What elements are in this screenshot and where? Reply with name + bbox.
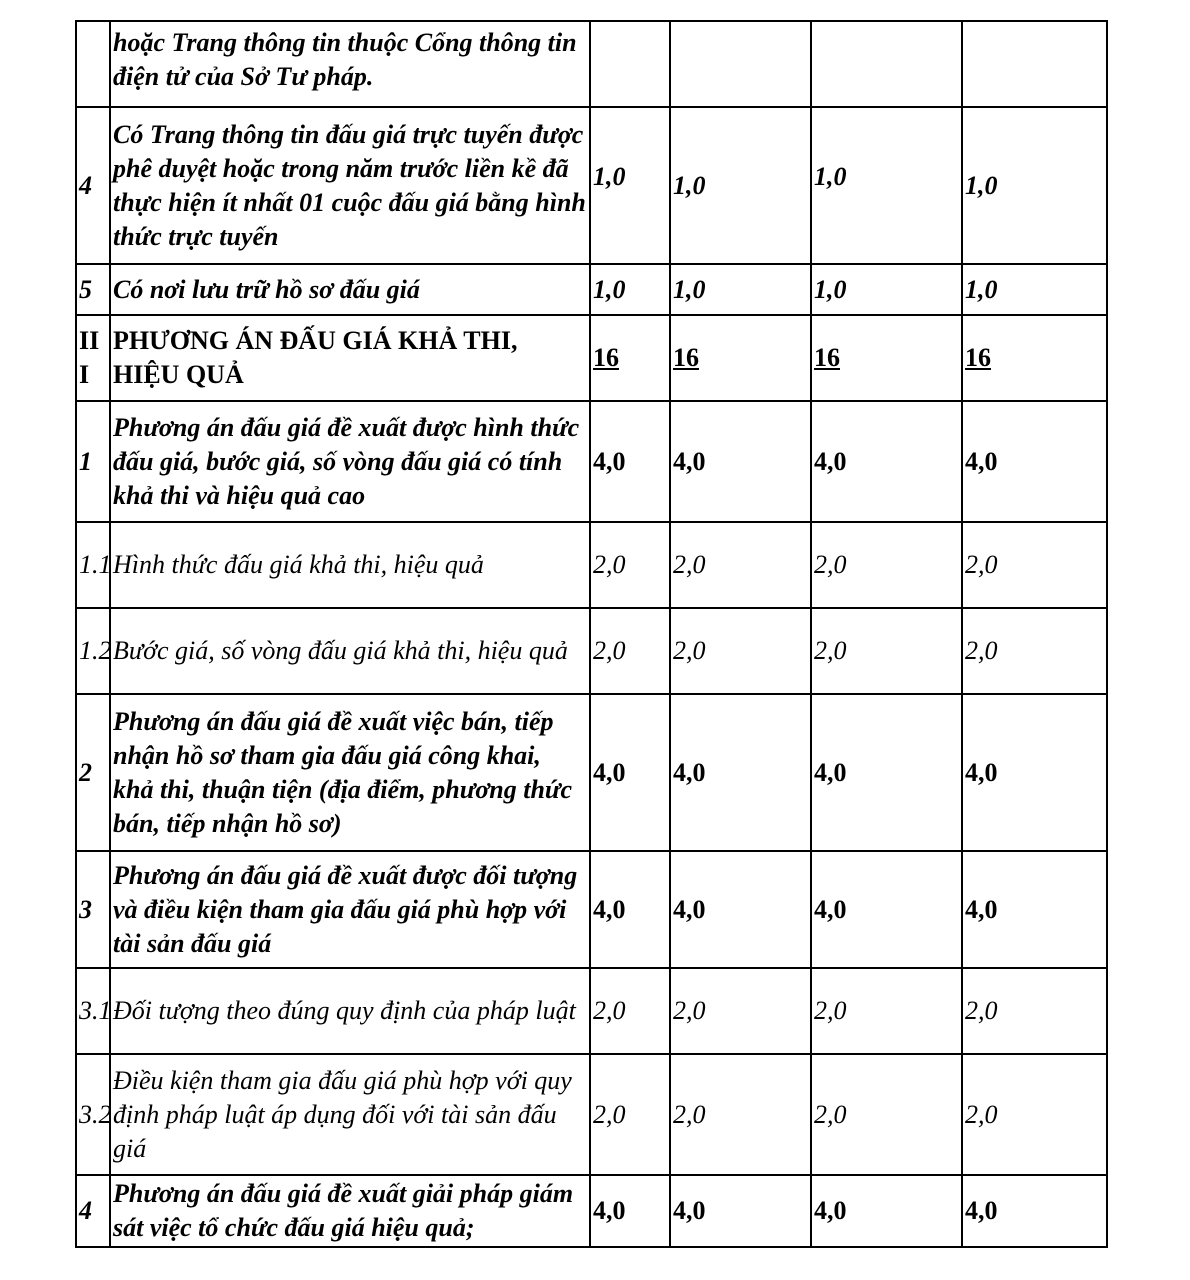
score-cell: 4,0 (811, 694, 962, 851)
table-row (76, 522, 1107, 608)
score-cell: 4,0 (590, 401, 670, 522)
score-cell: 2,0 (670, 608, 811, 694)
row-number: 5 (76, 264, 110, 315)
score-cell: 4,0 (670, 401, 811, 522)
score-cell: 16 (670, 315, 811, 401)
table-row (76, 968, 1107, 1054)
row-number: 1.2 (76, 608, 110, 694)
score-cell: 4,0 (590, 694, 670, 851)
section-heading: PHƯƠNG ÁN ĐẤU GIÁ KHẢ THI, HIỆU QUẢ (110, 315, 590, 401)
row-number: 2 (76, 694, 110, 851)
score-cell: 2,0 (811, 608, 962, 694)
row-number: 4 (76, 1175, 110, 1247)
score-cell (670, 21, 811, 107)
row-number: 3.2 (76, 1054, 110, 1175)
score-cell: 2,0 (590, 608, 670, 694)
score-cell: 4,0 (962, 694, 1107, 851)
score-cell: 1,0 (962, 107, 1107, 264)
criterion-text: Có nơi lưu trữ hồ sơ đấu giá (110, 264, 590, 315)
table-row (76, 1175, 1107, 1247)
criterion-text: Điều kiện tham gia đấu giá phù hợp với quy định pháp luật áp dụng đối với tài sản đấu giá (110, 1054, 590, 1175)
score-cell: 4,0 (590, 851, 670, 968)
score-cell: 2,0 (670, 1054, 811, 1175)
score-cell: 2,0 (962, 522, 1107, 608)
criterion-text: Phương án đấu giá đề xuất được đối tượng và điều kiện tham gia đấu giá phù hợp với tài sản đấu giá (110, 851, 590, 968)
row-number (76, 21, 110, 107)
criterion-text: hoặc Trang thông tin thuộc Cổng thông tin điện tử của Sở Tư pháp. (110, 21, 590, 107)
score-cell: 4,0 (670, 851, 811, 968)
row-number: 4 (76, 107, 110, 264)
score-cell: 2,0 (811, 1054, 962, 1175)
score-cell: 1,0 (962, 264, 1107, 315)
score-cell: 1,0 (670, 264, 811, 315)
table-row (76, 608, 1107, 694)
score-cell: 2,0 (962, 968, 1107, 1054)
table-row (76, 1054, 1107, 1175)
criterion-text: Bước giá, số vòng đấu giá khả thi, hiệu quả (110, 608, 590, 694)
score-cell: 4,0 (811, 851, 962, 968)
score-cell (962, 21, 1107, 107)
score-cell: 2,0 (590, 968, 670, 1054)
criterion-text: Phương án đấu giá đề xuất việc bán, tiếp nhận hồ sơ tham gia đấu giá công khai, khả thi, thuận tiện (địa điểm, phương thức bán, tiếp nhận hồ sơ) (110, 694, 590, 851)
score-cell: 4,0 (811, 401, 962, 522)
table-row (76, 694, 1107, 851)
table-row (76, 851, 1107, 968)
score-cell: 2,0 (670, 968, 811, 1054)
score-cell: 2,0 (811, 522, 962, 608)
score-cell: 2,0 (590, 522, 670, 608)
scoring-table (75, 20, 1108, 1248)
criterion-text: Có Trang thông tin đấu giá trực tuyến được phê duyệt hoặc trong năm trước liền kề đã thực hiện ít nhất 01 cuộc đấu giá bằng hình thức trực tuyến (110, 107, 590, 264)
score-cell: 2,0 (590, 1054, 670, 1175)
score-cell (590, 21, 670, 107)
criterion-text: Phương án đấu giá đề xuất giải pháp giám sát việc tổ chức đấu giá hiệu quả; (110, 1175, 590, 1247)
criterion-text: Đối tượng theo đúng quy định của pháp luật (110, 968, 590, 1054)
row-number: 3.1 (76, 968, 110, 1054)
table-row (76, 264, 1107, 315)
score-cell: 4,0 (670, 694, 811, 851)
score-cell: 16 (962, 315, 1107, 401)
score-cell: 4,0 (962, 851, 1107, 968)
row-number: III (76, 315, 110, 401)
score-cell: 1,0 (811, 107, 962, 264)
score-cell: 4,0 (590, 1175, 670, 1247)
score-cell: 16 (811, 315, 962, 401)
row-number: 3 (76, 851, 110, 968)
row-number: 1.1 (76, 522, 110, 608)
score-cell: 1,0 (590, 107, 670, 264)
table-row (76, 401, 1107, 522)
table-row (76, 21, 1107, 107)
table-row (76, 107, 1107, 264)
table-row (76, 315, 1107, 401)
score-cell: 1,0 (670, 107, 811, 264)
score-cell: 2,0 (962, 1054, 1107, 1175)
score-cell: 2,0 (670, 522, 811, 608)
score-cell (811, 21, 962, 107)
score-cell: 4,0 (962, 1175, 1107, 1247)
score-cell: 2,0 (811, 968, 962, 1054)
score-cell: 4,0 (811, 1175, 962, 1247)
score-cell: 4,0 (670, 1175, 811, 1247)
score-cell: 1,0 (590, 264, 670, 315)
row-number: 1 (76, 401, 110, 522)
score-cell: 16 (590, 315, 670, 401)
score-cell: 4,0 (962, 401, 1107, 522)
score-cell: 1,0 (811, 264, 962, 315)
score-cell: 2,0 (962, 608, 1107, 694)
criterion-text: Hình thức đấu giá khả thi, hiệu quả (110, 522, 590, 608)
criterion-text: Phương án đấu giá đề xuất được hình thức đấu giá, bước giá, số vòng đấu giá có tính khả thi và hiệu quả cao (110, 401, 590, 522)
